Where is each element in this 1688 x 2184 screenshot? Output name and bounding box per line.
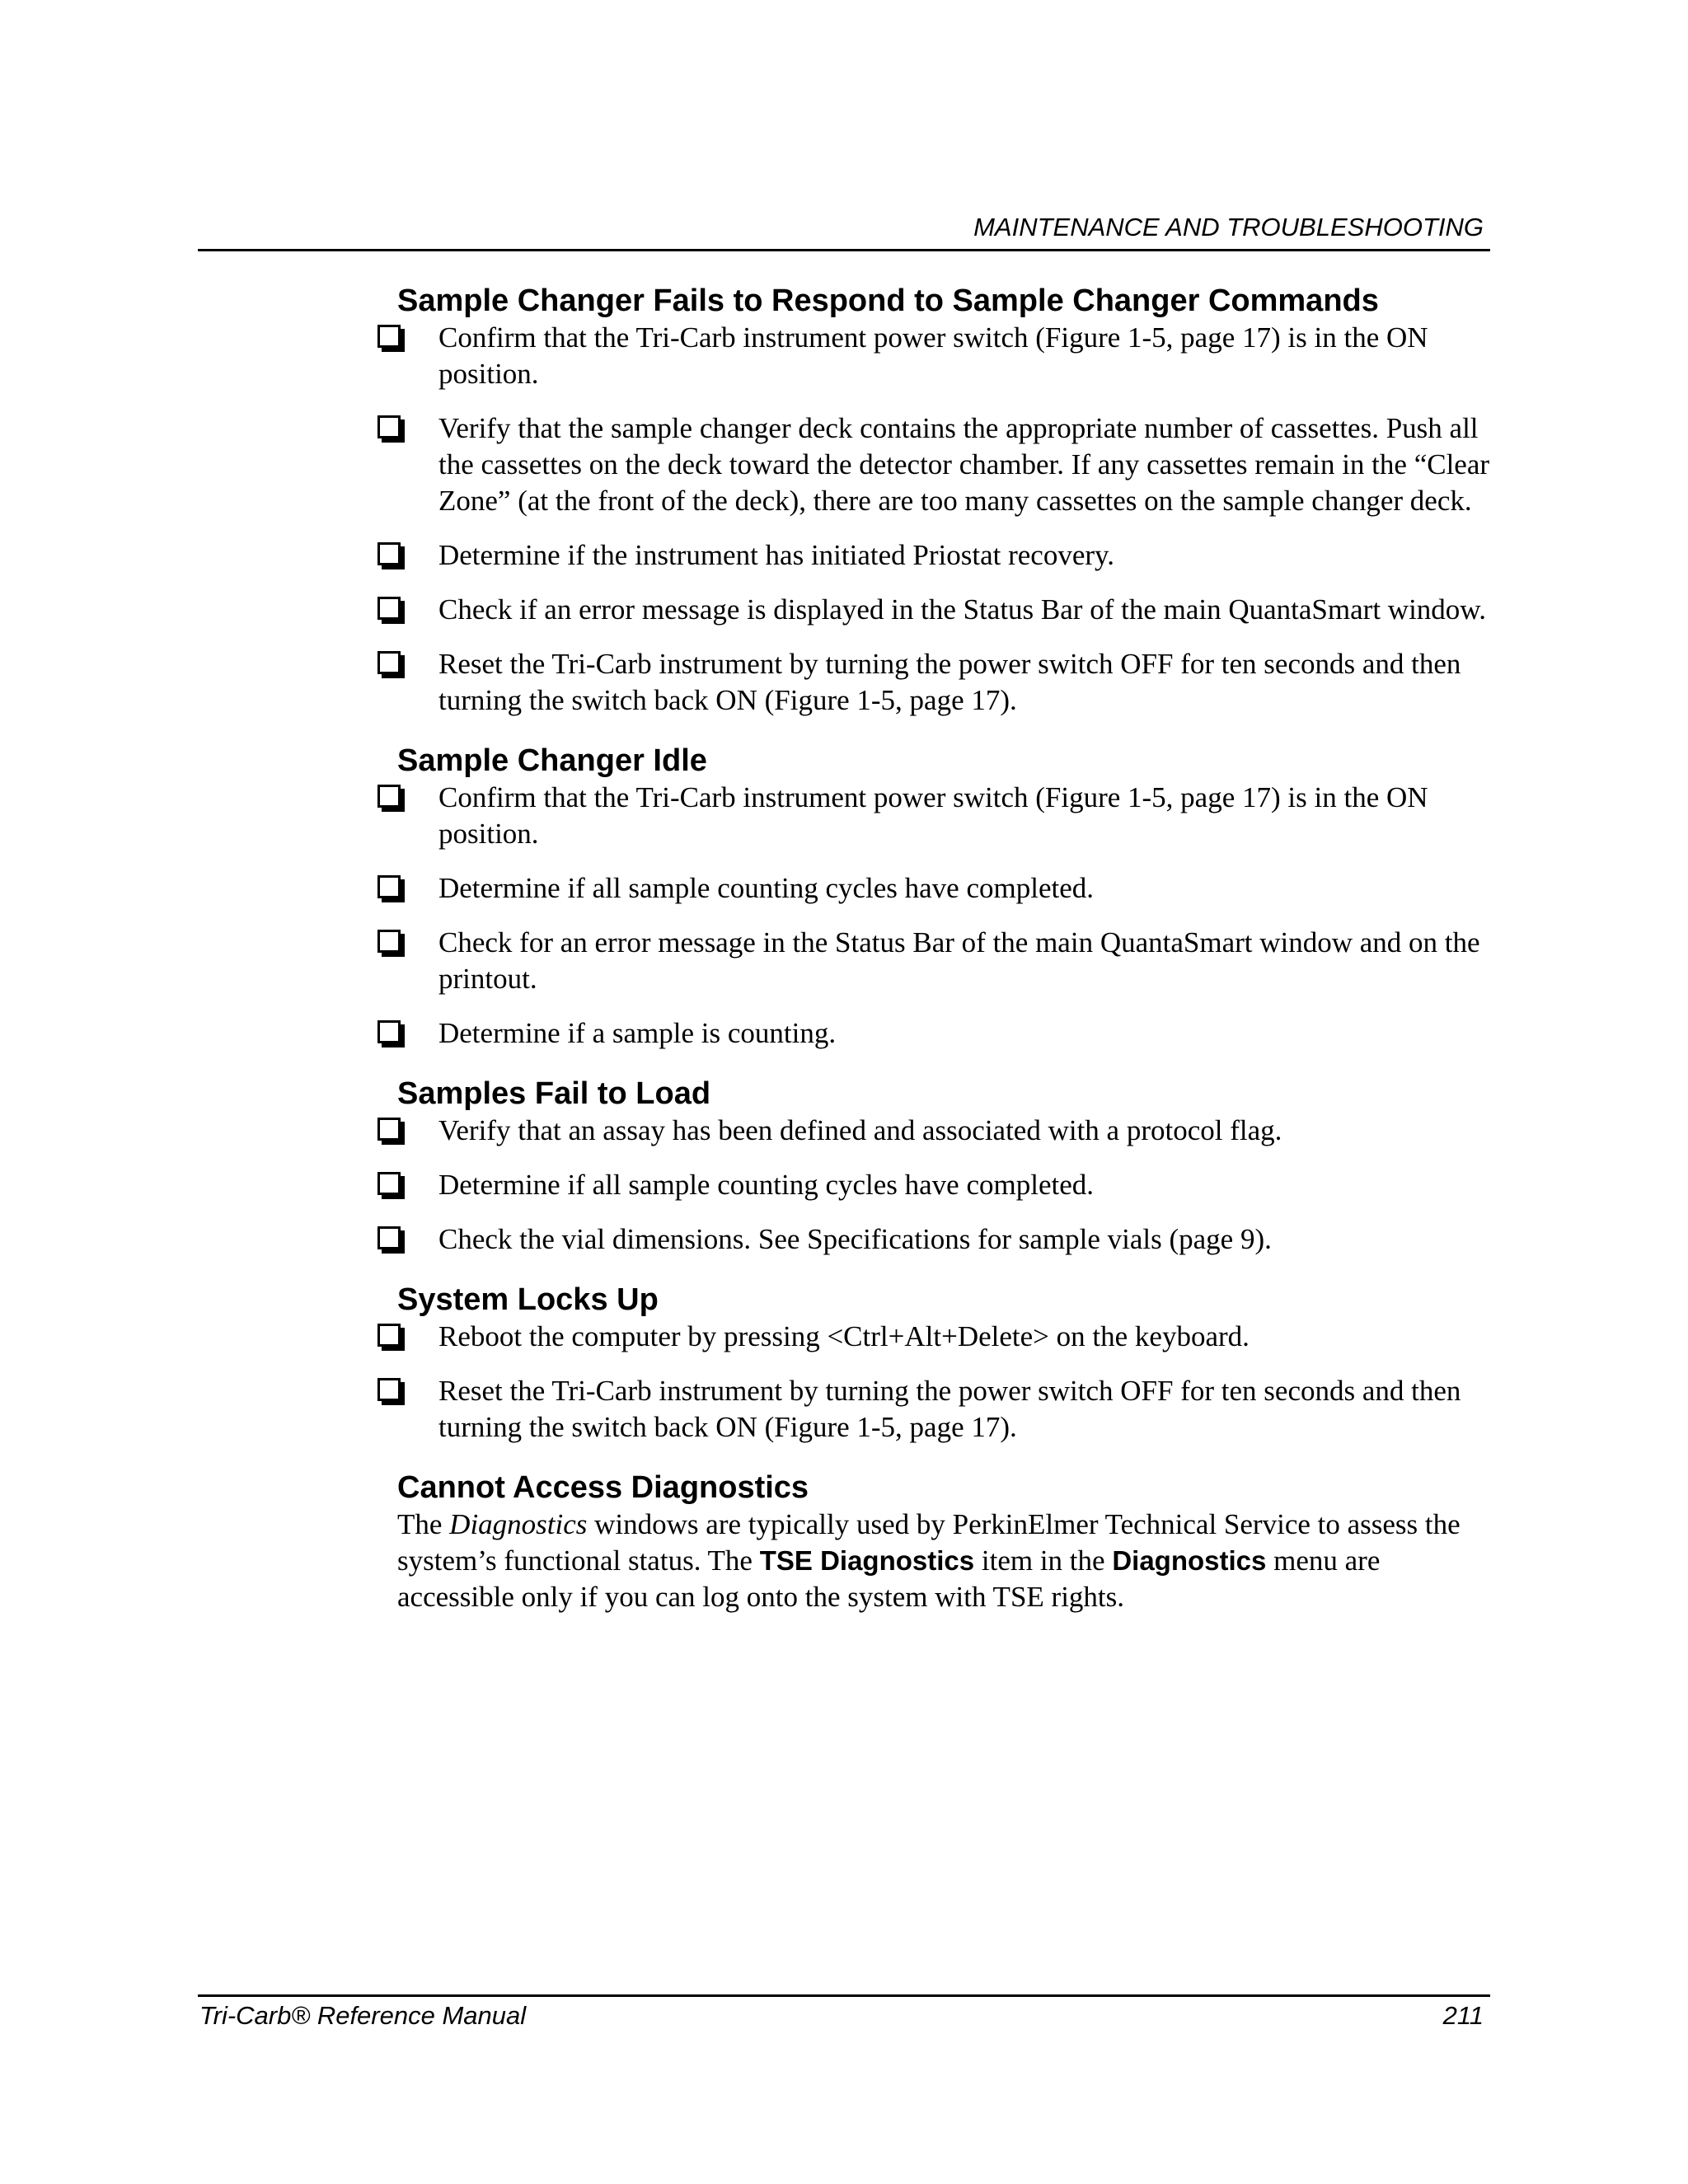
checkbox-icon <box>377 1324 401 1347</box>
page-number: 211 <box>1442 2001 1484 2030</box>
checklist <box>377 320 1490 719</box>
list-item <box>377 646 1490 719</box>
section-heading: Cannot Access Diagnostics <box>397 1470 809 1505</box>
checkbox-icon <box>377 325 401 348</box>
checkbox-icon <box>377 1020 401 1043</box>
checklist <box>377 1113 1490 1258</box>
list-item <box>377 870 1490 907</box>
list-item <box>377 320 1490 392</box>
diagnostics-paragraph <box>397 1507 1490 1615</box>
list-item-text: Determine if all sample counting cycles have completed. <box>438 872 1094 904</box>
list-item-text: Determine if all sample counting cycles have completed. <box>438 1169 1094 1201</box>
list-item <box>377 1221 1490 1258</box>
section-heading: Sample Changer Fails to Respond to Sample Changer Commands <box>397 284 1379 318</box>
list-item <box>377 925 1490 997</box>
list-item-text: Verify that an assay has been defined and associated with a protocol flag. <box>438 1114 1282 1146</box>
diagnostics-menu-term: Diagnostics <box>1112 1545 1267 1576</box>
list-item <box>377 1113 1490 1149</box>
tse-diagnostics-term: TSE Diagnostics <box>759 1545 975 1576</box>
diagnostics-term: Diagnostics <box>449 1508 588 1540</box>
list-item-text: Determine if the instrument has initiated Priostat recovery. <box>438 539 1114 571</box>
list-item-text: Determine if a sample is counting. <box>438 1017 837 1049</box>
checkbox-icon <box>377 930 401 953</box>
list-item <box>377 537 1490 574</box>
checkbox-icon <box>377 597 401 620</box>
list-item-text: Check the vial dimensions. See Specifications for sample vials (page 9). <box>438 1223 1272 1255</box>
checkbox-icon <box>377 1378 401 1401</box>
list-item <box>377 592 1490 628</box>
list-item <box>377 780 1490 852</box>
list-item <box>377 1319 1490 1355</box>
list-item <box>377 1373 1490 1446</box>
list-item-text: Check for an error message in the Status Bar of the main QuantaSmart window and on the printout. <box>438 926 1480 995</box>
list-item-text: Reset the Tri-Carb instrument by turning the power switch OFF for ten seconds and then turning the switch back ON (Figure 1-5, page 17). <box>438 648 1461 716</box>
list-item-text: Check if an error message is displayed in the Status Bar of the main QuantaSmart window. <box>438 593 1487 626</box>
checkbox-icon <box>377 542 401 565</box>
section-system-locks-up <box>377 1281 1490 1446</box>
manual-title: Tri-Carb® Reference Manual <box>199 2001 527 2030</box>
list-item <box>377 1167 1490 1203</box>
list-item-text: Confirm that the Tri-Carb instrument power switch (Figure 1-5, page 17) is in the ON position. <box>438 321 1428 390</box>
checkbox-icon <box>377 875 401 898</box>
running-header: MAINTENANCE AND TROUBLESHOOTING <box>973 213 1484 241</box>
checklist <box>377 1319 1490 1446</box>
section-samples-fail-to-load <box>377 1075 1490 1258</box>
section-heading: Samples Fail to Load <box>397 1076 711 1111</box>
section-sample-changer-fails <box>377 282 1490 719</box>
list-item-text: Reset the Tri-Carb instrument by turning the power switch OFF for ten seconds and then turning the switch back ON (Figure 1-5, page 17). <box>438 1375 1461 1443</box>
page-content <box>377 282 1490 1638</box>
section-heading: System Locks Up <box>397 1282 659 1317</box>
paragraph-text: menu are accessible only if you can log onto the system with TSE rights. <box>397 1544 1381 1613</box>
checkbox-icon <box>377 415 401 438</box>
list-item-text: Reboot the computer by pressing <Ctrl+Alt+Delete> on the keyboard. <box>438 1320 1250 1352</box>
section-heading: Sample Changer Idle <box>397 743 707 778</box>
list-item <box>377 410 1490 519</box>
checkbox-icon <box>377 651 401 674</box>
list-item-text: Confirm that the Tri-Carb instrument power switch (Figure 1-5, page 17) is in the ON position. <box>438 781 1428 850</box>
paragraph-text: The <box>397 1508 450 1540</box>
paragraph-text: windows are typically used by PerkinElmer Technical Service to assess the system’s functional status. The <box>397 1508 1461 1577</box>
checkbox-icon <box>377 785 401 808</box>
section-sample-changer-idle <box>377 742 1490 1052</box>
checkbox-icon <box>377 1226 401 1249</box>
list-item-text: Verify that the sample changer deck contains the appropriate number of cassettes. Push all the cassettes on the deck toward the detector chamber. If any cassettes remain in the “Clear Zone” (at the front of the deck), there are too many cassettes on the sample changer deck. <box>438 412 1490 517</box>
section-cannot-access-diagnostics <box>377 1469 1490 1615</box>
paragraph-text: item in the <box>974 1544 1113 1577</box>
page-header <box>198 209 1490 251</box>
page-footer <box>198 1994 1490 2030</box>
checkbox-icon <box>377 1172 401 1195</box>
checklist <box>377 780 1490 1052</box>
checkbox-icon <box>377 1118 401 1141</box>
list-item <box>377 1015 1490 1052</box>
